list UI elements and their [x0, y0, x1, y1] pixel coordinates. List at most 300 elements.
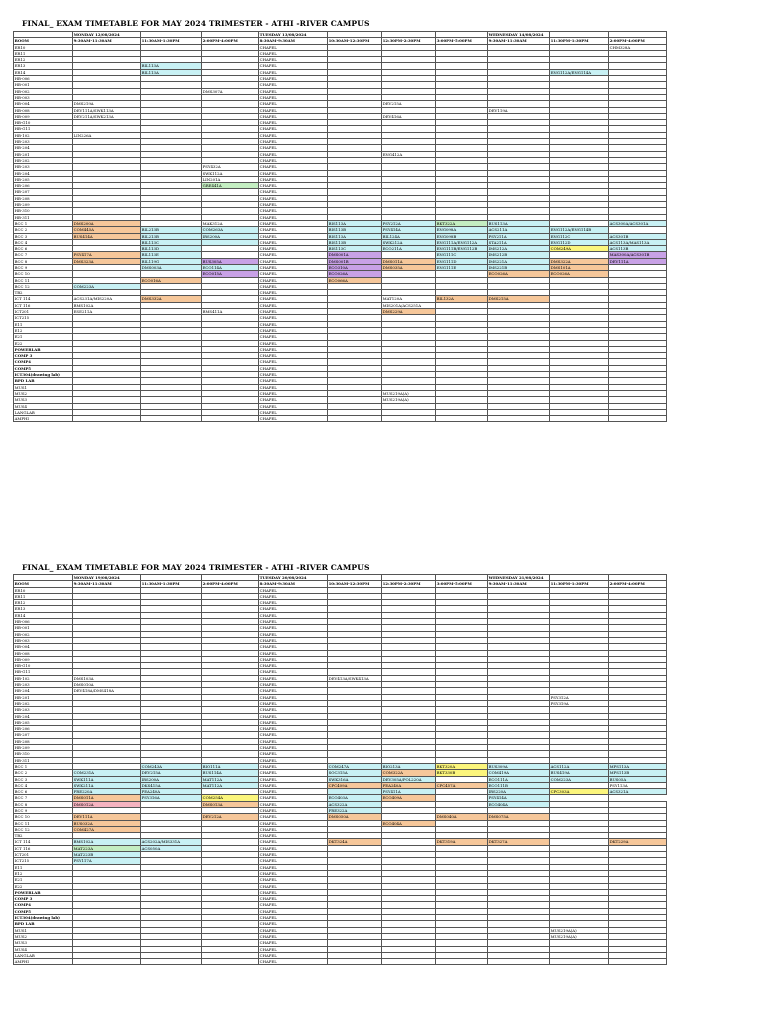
exam-cell: DKS415A	[141, 782, 202, 788]
empty-cell	[382, 959, 436, 965]
exam-cell: CHAPEL	[259, 807, 328, 813]
exam-cell: BIL113A	[141, 69, 202, 75]
exam-cell: PSY212A	[382, 220, 436, 226]
exam-cell: DEV111A	[73, 814, 141, 820]
exam-cell: ECO404A	[488, 801, 550, 807]
room-label: MUS3	[14, 397, 73, 403]
exam-cell: DMS013A	[202, 801, 259, 807]
exam-cell: CHAPEL	[259, 745, 328, 751]
time-slot-header-cell: 8:30AM-9:30AM	[259, 581, 328, 587]
room-label: HB-207	[14, 732, 73, 738]
room-label: LANGLAB	[14, 952, 73, 958]
room-label: HB-003	[14, 637, 73, 643]
exam-cell: DEV111A	[609, 258, 667, 264]
room-label: HB-208	[14, 738, 73, 744]
exam-cell: CHAPEL	[259, 644, 328, 650]
exam-cell: CPC409A	[328, 782, 382, 788]
exam-cell: ENG112A/ENG114A	[550, 69, 609, 75]
time-slot-header-cell: 2:00PM-4:00PM	[609, 581, 667, 587]
room-label: E12	[14, 327, 73, 333]
exam-cell: DMS012A	[73, 801, 141, 807]
room-label: HB-203	[14, 682, 73, 688]
exam-cell: CHAPEL	[259, 220, 328, 226]
exam-cell: BIL213B	[141, 227, 202, 233]
exam-cell: SWK111A	[73, 776, 141, 782]
room-label: HB-102	[14, 132, 73, 138]
exam-cell: CHAPEL	[259, 820, 328, 826]
exam-cell: BIL113A	[141, 63, 202, 69]
exam-cell: ENG111B/ENG112B	[436, 246, 488, 252]
exam-cell: SWK112A	[202, 170, 259, 176]
exam-cell: CHAPEL	[259, 625, 328, 631]
room-label: ICT215	[14, 858, 73, 864]
exam-cell: CHAPEL	[259, 346, 328, 352]
exam-cell: BMS411A	[202, 309, 259, 315]
room-label: HB-004	[14, 101, 73, 107]
exam-cell: BIL113D	[141, 246, 202, 252]
room-label: HB-G11	[14, 669, 73, 675]
room-label: HB-207	[14, 189, 73, 195]
exam-cell: CHAPEL	[259, 763, 328, 769]
exam-cell: ECO066A	[328, 277, 382, 283]
exam-cell: CHAPEL	[259, 189, 328, 195]
exam-cell: BUS414A	[73, 233, 141, 239]
exam-cell: CHAPEL	[259, 833, 328, 839]
exam-cell: CHAPEL	[259, 132, 328, 138]
empty-cell	[202, 416, 259, 422]
exam-cell: CHAPEL	[259, 176, 328, 182]
room-label: ICT201	[14, 852, 73, 858]
exam-cell: ECO026A	[328, 271, 382, 277]
exam-cell: CHAPEL	[259, 669, 328, 675]
room-label: MUS2	[14, 933, 73, 939]
exam-cell: BIL132A	[436, 296, 488, 302]
room-label: BCC 4	[14, 239, 73, 245]
exam-cell: BIS113B	[328, 227, 382, 233]
room-label: BCC 9	[14, 264, 73, 270]
exam-cell: CHAPEL	[259, 283, 328, 289]
exam-cell: CHAPEL	[259, 403, 328, 409]
room-label: HB-202	[14, 157, 73, 163]
exam-cell: DMS011A	[382, 258, 436, 264]
exam-cell: CHAPEL	[259, 302, 328, 308]
room-label: ER13	[14, 63, 73, 69]
exam-cell: DMS001A	[328, 252, 382, 258]
time-slot-header-cell: 3:00PM-5:00PM	[436, 581, 488, 587]
room-label: HB-201	[14, 694, 73, 700]
exam-cell: ENG112D	[550, 239, 609, 245]
room-label: ICT304(drawing lab)	[14, 372, 73, 378]
room-label: ER12	[14, 57, 73, 63]
exam-cell: ECO026A	[488, 271, 550, 277]
exam-cell: CHAPEL	[259, 631, 328, 637]
exam-cell: DKT229A	[609, 839, 667, 845]
exam-cell: SWK211A	[73, 782, 141, 788]
exam-cell: DEV416A	[382, 113, 436, 119]
room-label: HB-G10	[14, 120, 73, 126]
exam-cell: CHAPEL	[259, 44, 328, 50]
room-label: HB-004	[14, 644, 73, 650]
empty-cell	[609, 416, 667, 422]
room-label: HB-009	[14, 656, 73, 662]
table-row	[14, 416, 667, 422]
exam-cell: PSY414A	[488, 795, 550, 801]
exam-cell: MAT120A	[382, 296, 436, 302]
room-label: HB-003	[14, 94, 73, 100]
exam-cell: ENG111D	[436, 258, 488, 264]
exam-cell: ACS301B	[609, 233, 667, 239]
exam-cell: MAT223B	[73, 852, 141, 858]
room-label: BCC 10	[14, 814, 73, 820]
empty-cell	[141, 416, 202, 422]
exam-cell: CHAPEL	[259, 675, 328, 681]
exam-cell: DMS229A	[382, 309, 436, 315]
day-header-cell: WEDNESDAY 14/08/2024	[488, 32, 550, 38]
room-label: MUS3	[14, 940, 73, 946]
room-label: HB-205	[14, 719, 73, 725]
exam-cell: CHAPEL	[259, 277, 328, 283]
exam-cell: CHAPEL	[259, 145, 328, 151]
exam-cell: DMS332A	[141, 296, 202, 302]
exam-cell: CHAPEL	[259, 69, 328, 75]
room-label: MUS2	[14, 390, 73, 396]
exam-cell: CHAPEL	[259, 214, 328, 220]
time-slot-header-cell: 9:30AM-11:30AM	[73, 38, 141, 44]
exam-cell: BMS102A	[73, 302, 141, 308]
room-label: MUS4	[14, 946, 73, 952]
room-label: ICT304(drawing lab)	[14, 915, 73, 921]
room-column-header: ROOM	[14, 38, 73, 44]
exam-cell: IMS212A	[488, 246, 550, 252]
exam-cell: COM427A	[73, 826, 141, 832]
exam-cell: PSY312A	[550, 694, 609, 700]
room-label: MUS1	[14, 927, 73, 933]
room-label: POWERLAB	[14, 889, 73, 895]
room-label: BCC 7	[14, 795, 73, 801]
exam-cell: CHAPEL	[259, 694, 328, 700]
exam-cell: CHAPEL	[259, 202, 328, 208]
exam-cell: CHAPEL	[259, 600, 328, 606]
exam-cell: ENG412A	[382, 151, 436, 157]
room-label: MUS1	[14, 384, 73, 390]
room-label: POWERLAB	[14, 346, 73, 352]
exam-cell: CHAPEL	[259, 120, 328, 126]
room-label: BCC 6	[14, 246, 73, 252]
exam-cell: ECO404A	[382, 820, 436, 826]
exam-cell: CHAPEL	[259, 151, 328, 157]
room-label: BCC 4	[14, 782, 73, 788]
exam-cell: CHAPEL	[259, 183, 328, 189]
exam-cell: CHAPEL	[259, 107, 328, 113]
exam-cell: CHAPEL	[259, 927, 328, 933]
day-header-cell: TUESDAY 20/08/2024	[259, 575, 328, 581]
time-slot-header-row	[14, 38, 667, 44]
exam-cell: BUS032A	[73, 820, 141, 826]
exam-cell: BUS305A	[202, 258, 259, 264]
exam-cell: DKT324A	[328, 839, 382, 845]
exam-cell: CHAPEL	[259, 801, 328, 807]
room-label: BPD LAB	[14, 921, 73, 927]
empty-cell	[488, 959, 550, 965]
time-slot-header-cell: 11:30AM-1:30PM	[141, 581, 202, 587]
empty-cell	[141, 959, 202, 965]
time-slot-header-cell: 9:30AM-11:30AM	[488, 38, 550, 44]
exam-cell: BIS113A	[328, 220, 382, 226]
room-label: E22	[14, 340, 73, 346]
exam-cell: CHAPEL	[259, 952, 328, 958]
room-label: HB-006	[14, 76, 73, 82]
exam-cell: CHAPEL	[259, 246, 328, 252]
exam-cell: DKT327A	[488, 839, 550, 845]
exam-cell: CHAPEL	[259, 416, 328, 422]
room-label: BCC 2	[14, 227, 73, 233]
room-label: MUS4	[14, 403, 73, 409]
exam-cell: LIN226A	[73, 132, 141, 138]
exam-cell: DEV212A	[202, 814, 259, 820]
room-label: HB-002	[14, 631, 73, 637]
exam-cell: ACS112A	[550, 763, 609, 769]
exam-cell: CHAPEL	[259, 315, 328, 321]
exam-cell: BUS113A	[488, 220, 550, 226]
empty-cell	[202, 959, 259, 965]
exam-cell: MUS219A(A)	[382, 390, 436, 396]
time-slot-header-cell: 9:30AM-11:30AM	[488, 581, 550, 587]
exam-cell: DMS003A	[141, 264, 202, 270]
exam-cell: CHAPEL	[259, 883, 328, 889]
exam-cell: CHAPEL	[259, 309, 328, 315]
exam-cell: CPC303A	[550, 789, 609, 795]
exam-cell: CHAPEL	[259, 852, 328, 858]
exam-cell: CHAPEL	[259, 409, 328, 415]
exam-cell: ECO026A	[550, 271, 609, 277]
exam-cell: CHAPEL	[259, 688, 328, 694]
exam-cell: ACS211A	[488, 227, 550, 233]
room-label: ICT215	[14, 315, 73, 321]
exam-cell: PSY411A	[382, 789, 436, 795]
exam-cell: CHAPEL	[259, 164, 328, 170]
exam-cell: ECO403A	[328, 795, 382, 801]
room-label: BCC 11	[14, 277, 73, 283]
exam-cell: CHAPEL	[259, 845, 328, 851]
day-header-cell: MONDAY 12/08/2024	[73, 32, 141, 38]
exam-cell: CHAPEL	[259, 227, 328, 233]
room-label: BCC 2	[14, 770, 73, 776]
exam-cell: DMS322A	[550, 258, 609, 264]
exam-cell: CHAPEL	[259, 126, 328, 132]
exam-cell: CHAPEL	[259, 365, 328, 371]
exam-cell: COM419A	[488, 770, 550, 776]
exam-cell: ECO310A	[328, 264, 382, 270]
exam-cell: CHAPEL	[259, 340, 328, 346]
exam-cell: ECO111A	[488, 776, 550, 782]
exam-cell: CHAPEL	[259, 50, 328, 56]
exam-cell: CHAPEL	[259, 94, 328, 100]
exam-cell: COM223A	[550, 776, 609, 782]
exam-cell: PSY432A	[202, 164, 259, 170]
exam-cell: CHAPEL	[259, 334, 328, 340]
room-label: BCC 11	[14, 820, 73, 826]
empty-cell	[73, 959, 141, 965]
empty-cell	[488, 416, 550, 422]
exam-cell: BUS309A	[488, 763, 550, 769]
room-label: BCC 1	[14, 220, 73, 226]
exam-cell: MPS113A	[609, 763, 667, 769]
room-label: HB-G10	[14, 663, 73, 669]
room-label: HB-205	[14, 176, 73, 182]
exam-cell: ECO111B	[488, 782, 550, 788]
exam-cell: CHAPEL	[259, 101, 328, 107]
room-label: ER11	[14, 50, 73, 56]
exam-cell: COM322A	[382, 770, 436, 776]
exam-cell: ACS050A	[141, 845, 202, 851]
exam-cell: IMS221B	[488, 264, 550, 270]
empty-cell	[550, 959, 609, 965]
exam-cell: ECO211A	[382, 246, 436, 252]
exam-cell: ECO016A	[141, 277, 202, 283]
room-column-header: ROOM	[14, 581, 73, 587]
exam-cell: CHAPEL	[259, 397, 328, 403]
exam-cell: DMS075A	[488, 814, 550, 820]
exam-cell: CHAPEL	[259, 656, 328, 662]
exam-cell: BMS102A	[73, 839, 141, 845]
exam-cell: CHAPEL	[259, 738, 328, 744]
room-label: HB-001	[14, 82, 73, 88]
empty-cell	[328, 959, 382, 965]
exam-cell: PSY417A	[73, 252, 141, 258]
exam-cell: CHAPEL	[259, 239, 328, 245]
room-label: AMPHI	[14, 959, 73, 965]
room-label: HB-203	[14, 139, 73, 145]
exam-cell: CHAPEL	[259, 915, 328, 921]
day-header-cell: MONDAY 19/08/2024	[73, 575, 141, 581]
time-slot-header-cell: 10:30AM-12:30PM	[328, 581, 382, 587]
exam-cell: BUS114A	[202, 770, 259, 776]
exam-cell: SOC315A	[328, 770, 382, 776]
exam-cell: CHAPEL	[259, 650, 328, 656]
exam-cell: CHAPEL	[259, 870, 328, 876]
exam-cell: CHAPEL	[259, 252, 328, 258]
exam-cell: MUS219A(A)	[550, 933, 609, 939]
exam-cell: CHAPEL	[259, 195, 328, 201]
exam-cell: IRS220A	[488, 789, 550, 795]
exam-cell: CHAPEL	[259, 233, 328, 239]
exam-cell: CHAPEL	[259, 327, 328, 333]
room-label: ER13	[14, 606, 73, 612]
page-title: FINAL_ EXAM TIMETABLE FOR MAY 2024 TRIMESTER - ATHI -RIVER CAMPUS	[22, 19, 370, 28]
exam-cell: CHAPEL	[259, 782, 328, 788]
room-label: HB-G11	[14, 126, 73, 132]
exam-cell: DMS219A	[73, 101, 141, 107]
exam-cell: BIL113C	[141, 239, 202, 245]
exam-cell: CHAPEL	[259, 719, 328, 725]
room-label: HB-310	[14, 208, 73, 214]
exam-cell: DMS103A	[73, 675, 141, 681]
exam-cell: ECO409A	[382, 795, 436, 801]
exam-cell: CHAPEL	[259, 353, 328, 359]
empty-cell	[436, 959, 488, 965]
exam-cell: ACS113B	[609, 246, 667, 252]
exam-cell: CHAPEL	[259, 606, 328, 612]
room-label: ER14	[14, 69, 73, 75]
exam-cell: DEV305A/POL220A	[382, 776, 436, 782]
exam-cell: BKT330B	[436, 770, 488, 776]
exam-cell: CHAPEL	[259, 795, 328, 801]
room-label: E12	[14, 870, 73, 876]
room-label: E22	[14, 883, 73, 889]
page-title: FINAL_ EXAM TIMETABLE FOR MAY 2024 TRIMESTER - ATHI -RIVER CAMPUS	[22, 563, 370, 572]
exam-cell: BIL113E	[141, 252, 202, 258]
exam-cell: CHAPEL	[259, 839, 328, 845]
room-label: HB-206	[14, 183, 73, 189]
exam-cell: MAT223A	[73, 845, 141, 851]
day-header-cell: WEDNESDAY 21/08/2024	[488, 575, 550, 581]
exam-cell: CHAPEL	[259, 789, 328, 795]
exam-cell: BIL119G	[141, 258, 202, 264]
exam-cell: DMS200A	[73, 220, 141, 226]
exam-cell: CHAPEL	[259, 271, 328, 277]
room-label: HB-204	[14, 170, 73, 176]
room-label: BCC 10	[14, 271, 73, 277]
room-label: HB-204	[14, 713, 73, 719]
room-label: BCC 7	[14, 252, 73, 258]
exam-cell: CHAPEL	[259, 113, 328, 119]
exam-cell: COM254A	[202, 795, 259, 801]
timetable-grid	[13, 31, 667, 422]
exam-cell: ACS231A/MIS220A	[73, 296, 141, 302]
room-label: COMP 3	[14, 353, 73, 359]
exam-cell: CPC457A	[436, 782, 488, 788]
exam-cell: ECO015A	[202, 271, 259, 277]
exam-cell: CHAPEL	[259, 933, 328, 939]
exam-cell: CHAPEL	[259, 751, 328, 757]
exam-cell: DMS035A	[382, 264, 436, 270]
room-label: ER12	[14, 600, 73, 606]
room-label: HB-008	[14, 650, 73, 656]
room-label: HB-311	[14, 214, 73, 220]
exam-cell: CHAPEL	[259, 170, 328, 176]
room-label: BCC 8	[14, 258, 73, 264]
exam-cell: DMS050A	[328, 814, 382, 820]
exam-cell: CHAPEL	[259, 663, 328, 669]
exam-cell: DEV215A	[382, 101, 436, 107]
room-label: HB-310	[14, 751, 73, 757]
exam-cell: CHAPEL	[259, 940, 328, 946]
room-label: HB-001	[14, 625, 73, 631]
room-label: AMPHI	[14, 416, 73, 422]
exam-cell: IRS200A	[202, 233, 259, 239]
room-label: HB-006	[14, 619, 73, 625]
room-label: ICT 116	[14, 302, 73, 308]
exam-cell: BIL124A	[382, 233, 436, 239]
time-slot-header-cell: 10:30AM-12:30PM	[328, 38, 382, 44]
exam-cell: CHAPEL	[259, 908, 328, 914]
exam-cell: DEV413A/SWK413A	[328, 675, 382, 681]
exam-cell: DEV119A	[488, 107, 550, 113]
room-label: HB-202	[14, 700, 73, 706]
room-label: HB-209	[14, 202, 73, 208]
exam-cell: IRS200A	[141, 776, 202, 782]
exam-cell: CHAPEL	[259, 384, 328, 390]
exam-cell: CHAPEL	[259, 858, 328, 864]
empty-cell	[328, 416, 382, 422]
exam-cell: ENG098A	[436, 227, 488, 233]
room-label: BCC 12	[14, 826, 73, 832]
exam-cell: MPS113B	[609, 770, 667, 776]
room-label: ER11	[14, 593, 73, 599]
room-label: COMP4	[14, 359, 73, 365]
room-label: HB-008	[14, 107, 73, 113]
exam-cell: ENG112A/ENG114B	[550, 227, 609, 233]
